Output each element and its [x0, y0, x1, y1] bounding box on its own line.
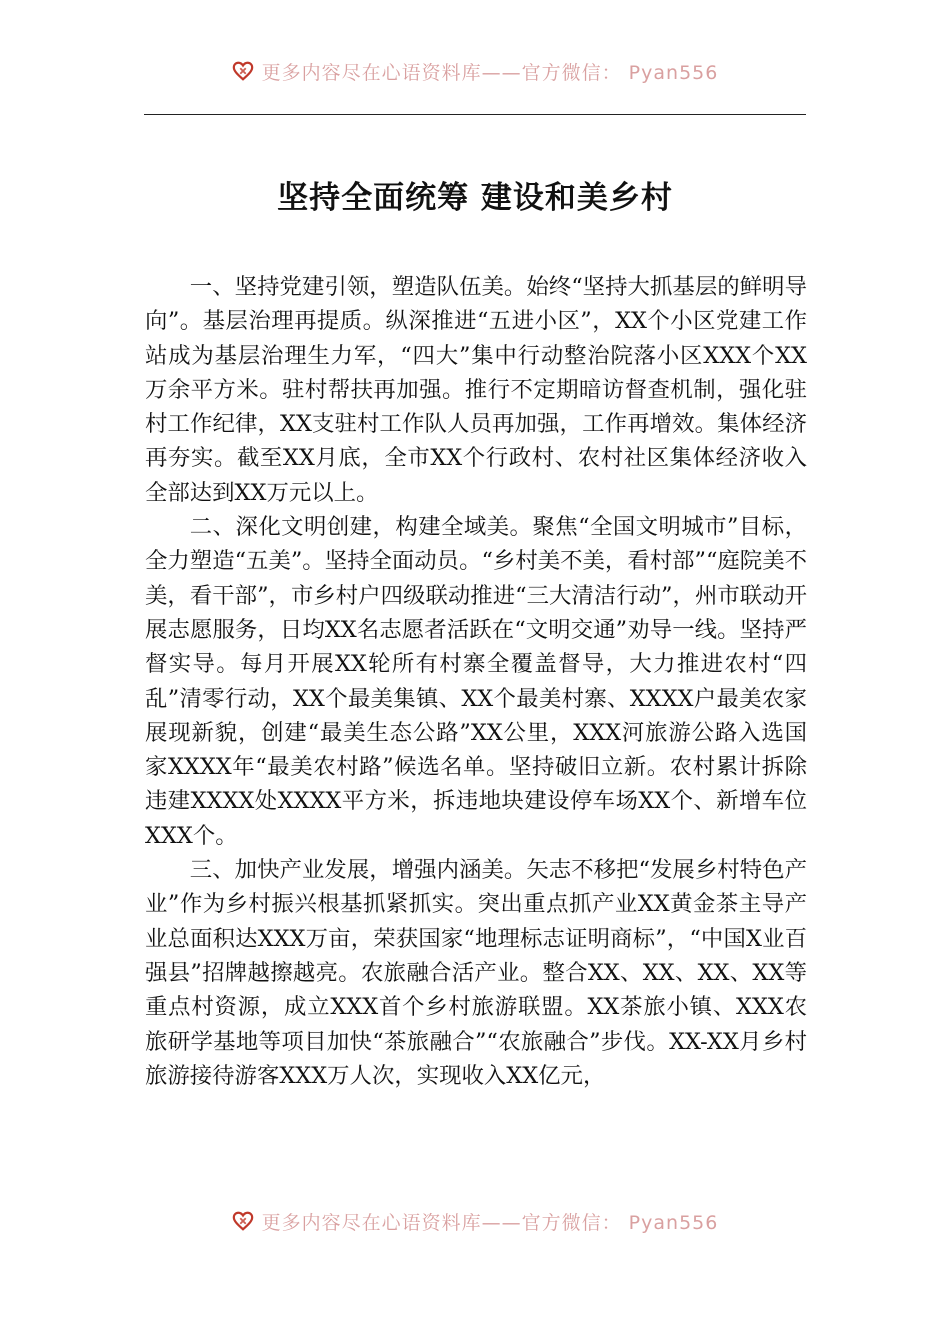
document-title: 坚持全面统筹 建设和美乡村	[277, 180, 673, 216]
paragraph-2: 二、深化文明创建，构建全域美。聚焦“全国文明城市”目标，全力塑造“五美”。坚持全面动员。“乡村美不美，看村部”“庭院美不美，看干部”，市乡村户四级联动推进“三大清洁行动”，州市联动开展志愿服务，日均XX名志愿者活跃在“文明交通”劝导一线。坚持严督实导。每月开展XX轮所有村寨全覆盖督导，大力推进农村“四乱”清零行动，XX个最美集镇、XX个最美村寨、XXXX户最美农家展现新貌，创建“最美生态公路”XX公里，XXX河旅游公路入选国家XXXX年“最美农村路”候选名单。坚持破旧立新。农村累计拆除违建XXXX处XXXX平方米，拆违地块建设停车场XX个、新增车位XXX个。	[145, 514, 807, 849]
paragraph-1: 一、坚持党建引领，塑造队伍美。始终“坚持大抓基层的鲜明导向”。基层治理再提质。纵深推进“五进小区”，XX个小区党建工作站成为基层治理生力军，“四大”集中行动整治院落小区XXX个XX万余平方米。驻村帮扶再加强。推行不定期暗访督查机制，强化驻村工作纪律，XX支驻村工作队人员再加强，工作再增效。集体经济再夯实。截至XX月底，全市XX个行政村、农村社区集体经济收入全部达到XX万元以上。	[145, 274, 807, 506]
header-divider	[144, 114, 806, 115]
watermark-text: 更多内容尽在心语资料库——官方微信： Pyan556	[261, 1211, 719, 1234]
document-body	[145, 270, 807, 1093]
watermark-footer	[0, 1206, 950, 1236]
paragraph-3: 三、加快产业发展，增强内涵美。矢志不移把“发展乡村特色产业”作为乡村振兴根基抓紧抓实。突出重点抓产业XX黄金茶主导产业总面积达XXX万亩，荣获国家“地理标志证明商标”，“中国X业百强县”招牌越擦越亮。农旅融合活产业。整合XX、XX、XX、XX等重点村资源，成立XXX首个乡村旅游联盟。XX茶旅小镇、XXX农旅研学基地等项目加快“茶旅融合”“农旅融合”步伐。XX-XX月乡村旅游接待游客XXX万人次，实现收入XX亿元，	[145, 857, 807, 1089]
watermark-header	[0, 56, 950, 86]
heart-logo-icon	[232, 1210, 254, 1232]
watermark-text: 更多内容尽在心语资料库——官方微信： Pyan556	[261, 61, 719, 84]
heart-logo-icon	[232, 60, 254, 82]
